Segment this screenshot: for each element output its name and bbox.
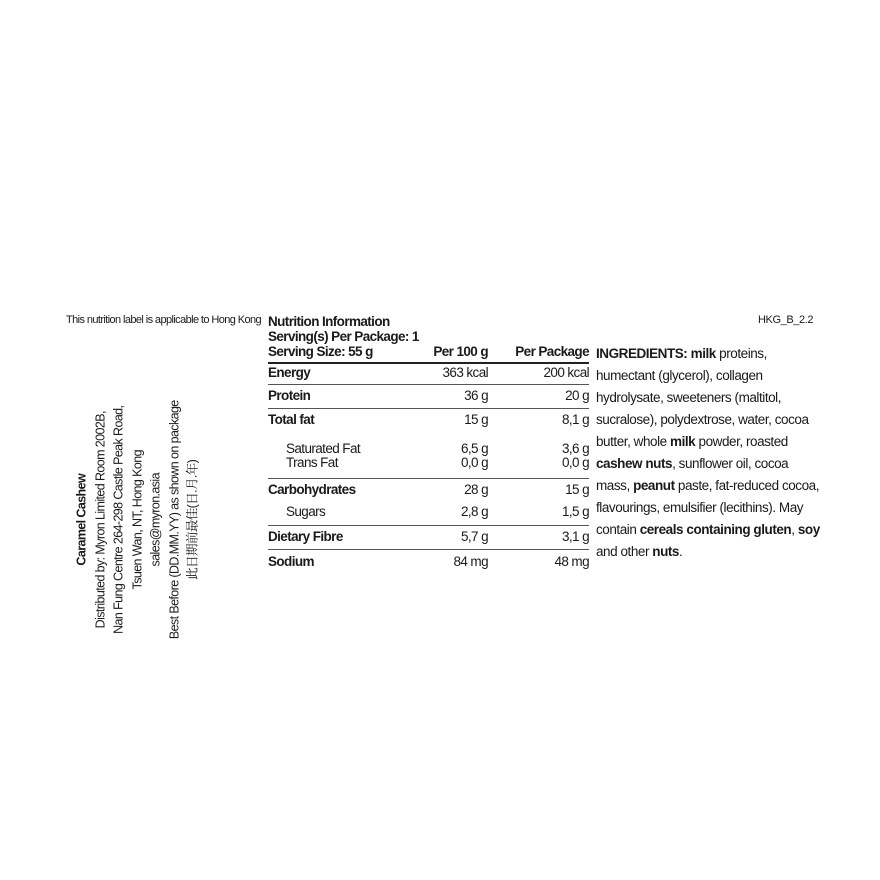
ingredient-highlight: peanut [633,478,675,493]
value-per-100g: 6,5 g [460,441,488,456]
ingredient-text: , sunflower oil, cocoa [672,456,789,471]
ingredient-text: flavourings, emulsifier (lecithins). May [596,500,804,515]
nutrition-table [268,312,589,582]
column-headers [268,344,589,362]
ingredients-line [596,387,866,409]
nutrition-title: Nutrition Information [268,314,390,329]
distributor-line: Tsuen Wan, NT, Hong Kong [129,450,144,590]
ingredients-line [596,519,866,541]
hong-kong-notice: This nutrition label is applicable to Hong Kong [66,314,261,326]
value-per-package: 200 kcal [543,365,589,380]
nutrient-label: Protein [268,388,311,403]
value-per-package: 0,0 g [561,455,589,470]
ingredient-text: sucralose), polydextrose, water, cocoa [596,412,809,427]
ingredients-line [596,431,866,453]
ingredient-text: , [791,522,798,537]
nutrient-label: Total fat [268,412,315,427]
nutrient-row-energy [268,365,589,383]
nutrient-row-protein [268,388,589,406]
divider [268,362,589,364]
ingredients-line [596,453,866,475]
value-per-package: 20 g [565,388,589,403]
value-per-100g: 2,8 g [460,504,488,519]
ingredient-highlight: INGREDIENTS: milk [596,346,716,361]
divider [268,408,589,409]
ingredient-highlight: soy [797,522,820,537]
servings-per-package: Serving(s) Per Package: 1 [268,329,419,344]
ingredients-line [596,541,866,563]
ingredients-line [596,475,866,497]
nutrient-row-sugars [268,504,589,522]
nutrient-row-trans-fat [268,455,589,473]
divider [268,525,589,526]
divider [268,549,589,550]
distributor-line: Distributed by: Myron Limited Room 2002B, [92,411,107,629]
nutrient-row-sodium [268,554,589,572]
value-per-100g: 15 g [464,412,488,427]
ingredient-text: hydrolysate, sweeteners (maltitol, [596,390,782,405]
ingredient-highlight: nuts [652,544,679,559]
serving-size: Serving Size: 55 g [268,344,373,359]
ingredients-line [596,409,866,431]
nutrient-row-dietary-fibre [268,529,589,547]
ingredient-text: proteins, [715,346,767,361]
divider [268,478,589,479]
ingredients-list [596,343,866,563]
ingredient-text: and other [596,544,653,559]
product-name: Caramel Cashew [74,473,89,566]
ingredient-text: butter, whole [596,434,671,449]
ingredient-highlight: cashew nuts [596,456,673,471]
ingredient-highlight: cereals containing gluten [639,522,792,537]
value-per-100g: 5,7 g [460,529,488,544]
value-per-package: 1,5 g [561,504,589,519]
value-per-100g: 84 mg [453,554,488,569]
distributor-email: sales@myron.asia [148,473,163,567]
ingredient-text: mass, [596,478,634,493]
header-per-package: Per Package [515,344,589,359]
value-per-100g: 0,0 g [460,455,488,470]
ingredient-text: paste, fat-reduced cocoa, [674,478,820,493]
value-per-100g: 28 g [464,482,488,497]
nutrient-label: Carbohydrates [268,482,356,497]
nutrient-label: Sodium [268,554,314,569]
ingredient-text: contain [596,522,640,537]
ingredient-text: powder, roasted [695,434,788,449]
ingredients-line [596,343,866,365]
nutrient-row-total-fat [268,412,589,430]
ingredients-line [596,497,866,519]
value-per-package: 15 g [565,482,589,497]
value-per-package: 48 mg [554,554,589,569]
label-code: HKG_B_2.2 [758,314,814,326]
value-per-100g: 363 kcal [442,365,488,380]
nutrient-label: Trans Fat [286,455,338,470]
divider [268,384,589,385]
nutrient-label: Energy [268,365,311,380]
nutrient-label: Dietary Fibre [268,529,343,544]
value-per-package: 8,1 g [561,412,589,427]
nutrient-label: Sugars [286,504,326,519]
nutrient-label: Saturated Fat [286,441,360,456]
ingredient-text: humectant (glycerol), collagen [596,368,763,383]
product-info-block [72,390,202,650]
best-before-chinese: 此日期前最佳(日.月.年) [185,459,200,580]
best-before: Best Before (DD.MM.YY) as shown on package [166,400,181,640]
value-per-100g: 36 g [464,388,488,403]
ingredient-highlight: milk [670,434,696,449]
nutrient-row-carbohydrates [268,482,589,500]
value-per-package: 3,6 g [561,441,589,456]
ingredients-line [596,365,866,387]
header-per-100g: Per 100 g [433,344,488,359]
ingredient-text: . [679,544,683,559]
distributor-line: Nan Fung Centre 264-298 Castle Peak Road, [111,405,126,634]
value-per-package: 3,1 g [561,529,589,544]
